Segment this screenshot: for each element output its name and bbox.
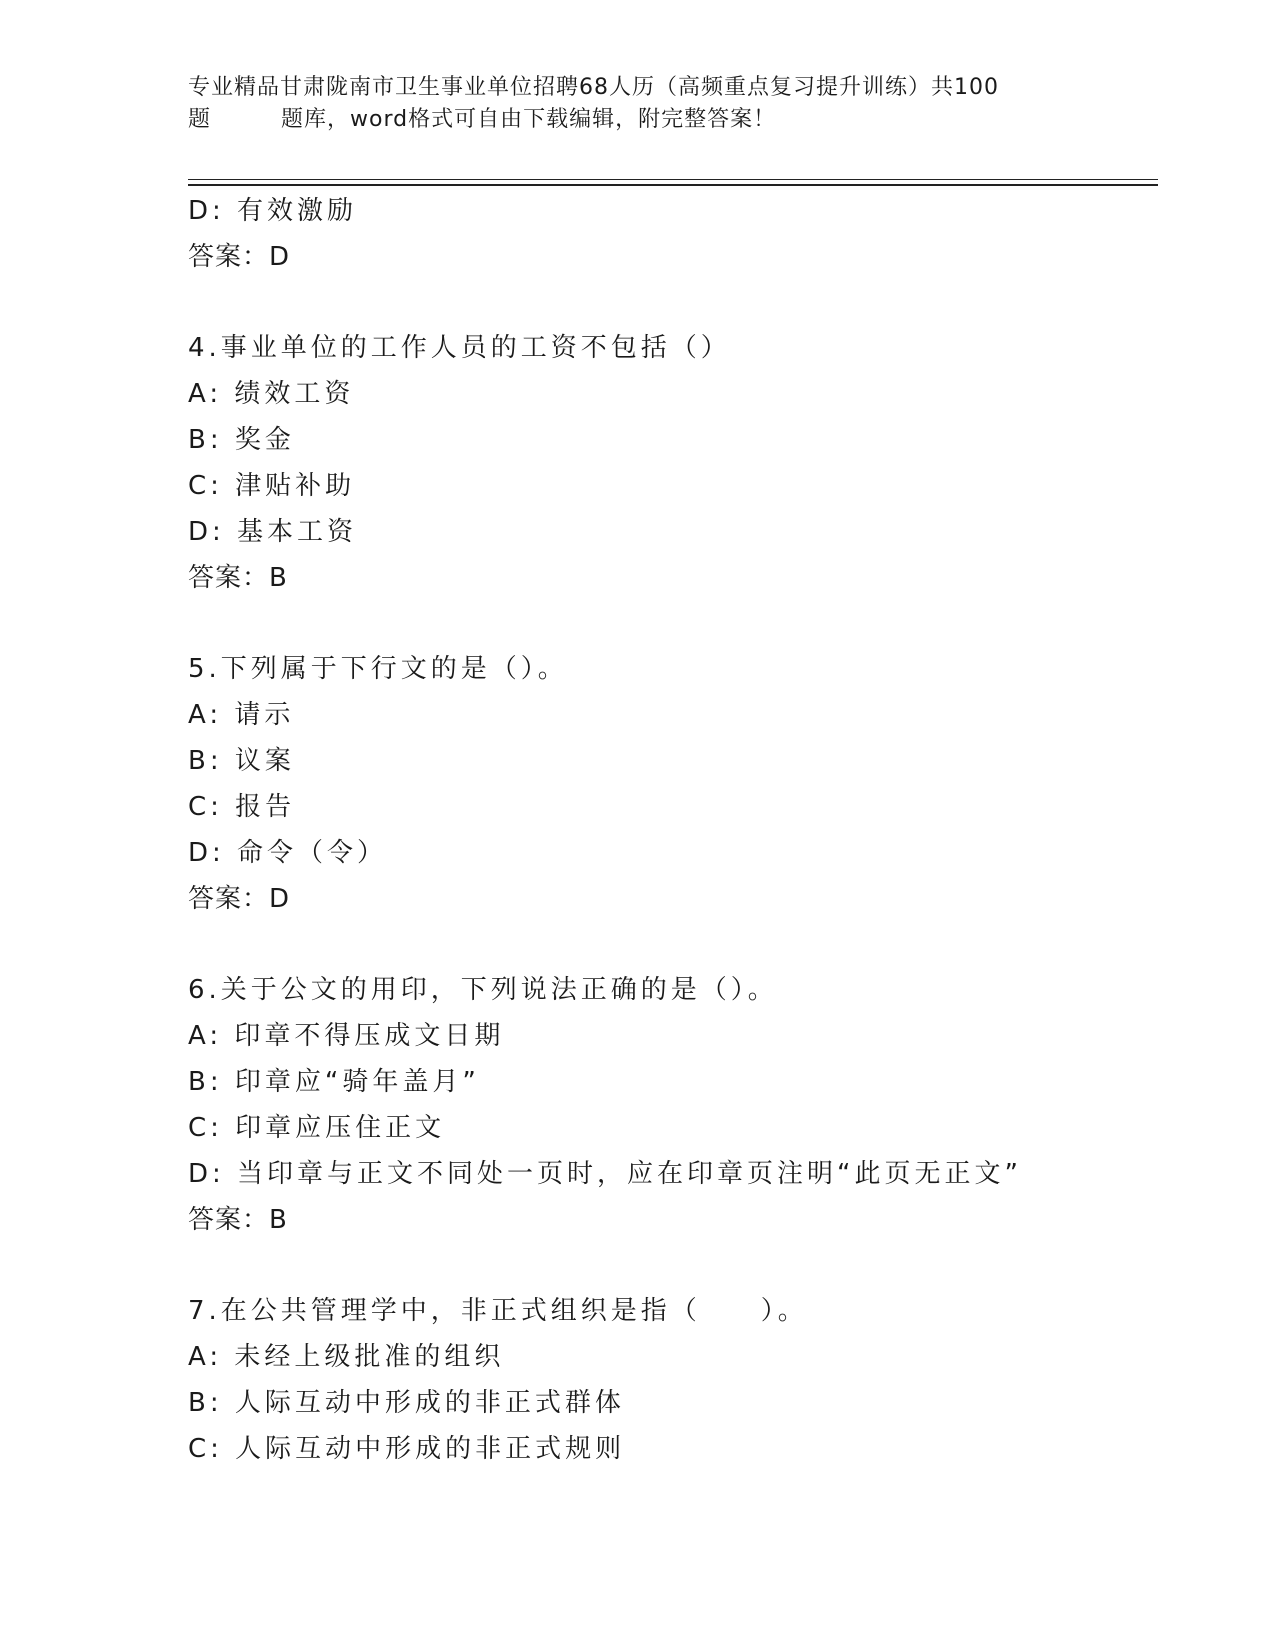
option-line: A: 请示 xyxy=(188,700,295,730)
document-header xyxy=(188,72,1088,136)
question-5 xyxy=(188,646,1188,922)
question-4 xyxy=(188,325,1188,601)
header-line-2 xyxy=(188,104,1088,136)
option-line: D: 有效激励 xyxy=(188,196,358,226)
header-line-1: 专业精品甘肃陇南市卫生事业单位招聘68人历（高频重点复习提升训练）共100 xyxy=(188,75,999,100)
spacer xyxy=(188,1243,1188,1288)
spacer xyxy=(188,601,1188,646)
answer-line: 答案：D xyxy=(188,242,291,272)
option-line: B: 奖金 xyxy=(188,425,295,455)
option-line: D: 命令（令） xyxy=(188,838,388,868)
question-stem: 7.在公共管理学中，非正式组织是指（ ）。 xyxy=(188,1296,808,1326)
header-divider-thick xyxy=(188,184,1158,186)
question-6 xyxy=(188,967,1188,1243)
answer-line: 答案：B xyxy=(188,563,288,593)
option-line: A: 绩效工资 xyxy=(188,379,355,409)
option-line: C: 报告 xyxy=(188,792,296,822)
question-stem: 5.下列属于下行文的是（）。 xyxy=(188,654,568,684)
question-stem: 6.关于公文的用印，下列说法正确的是（）。 xyxy=(188,975,778,1005)
header-line-2-b: 题库，word格式可自由下载编辑，附完整答案！ xyxy=(281,107,777,132)
option-line: B: 人际互动中形成的非正式群体 xyxy=(188,1388,625,1418)
carryover-block xyxy=(188,188,1188,280)
question-7 xyxy=(188,1288,1188,1472)
answer-line: 答案：D xyxy=(188,884,291,914)
option-line: D: 基本工资 xyxy=(188,517,358,547)
answer-line: 答案：B xyxy=(188,1205,288,1235)
option-line: C: 印章应压住正文 xyxy=(188,1113,446,1143)
document-body xyxy=(188,188,1188,1472)
option-line: A: 未经上级批准的组织 xyxy=(188,1342,505,1372)
header-divider-thin xyxy=(188,179,1158,180)
option-line: A: 印章不得压成文日期 xyxy=(188,1021,505,1051)
header-line-2-a: 题 xyxy=(188,107,212,132)
option-line: B: 印章应“骑年盖月” xyxy=(188,1067,480,1097)
spacer xyxy=(188,280,1188,325)
option-line: B: 议案 xyxy=(188,746,295,776)
spacer xyxy=(188,922,1188,967)
question-stem: 4.事业单位的工作人员的工资不包括（） xyxy=(188,333,731,363)
option-line: C: 人际互动中形成的非正式规则 xyxy=(188,1434,626,1464)
option-line: C: 津贴补助 xyxy=(188,471,356,501)
option-line: D: 当印章与正文不同处一页时，应在印章页注明“此页无正文” xyxy=(188,1159,1022,1189)
